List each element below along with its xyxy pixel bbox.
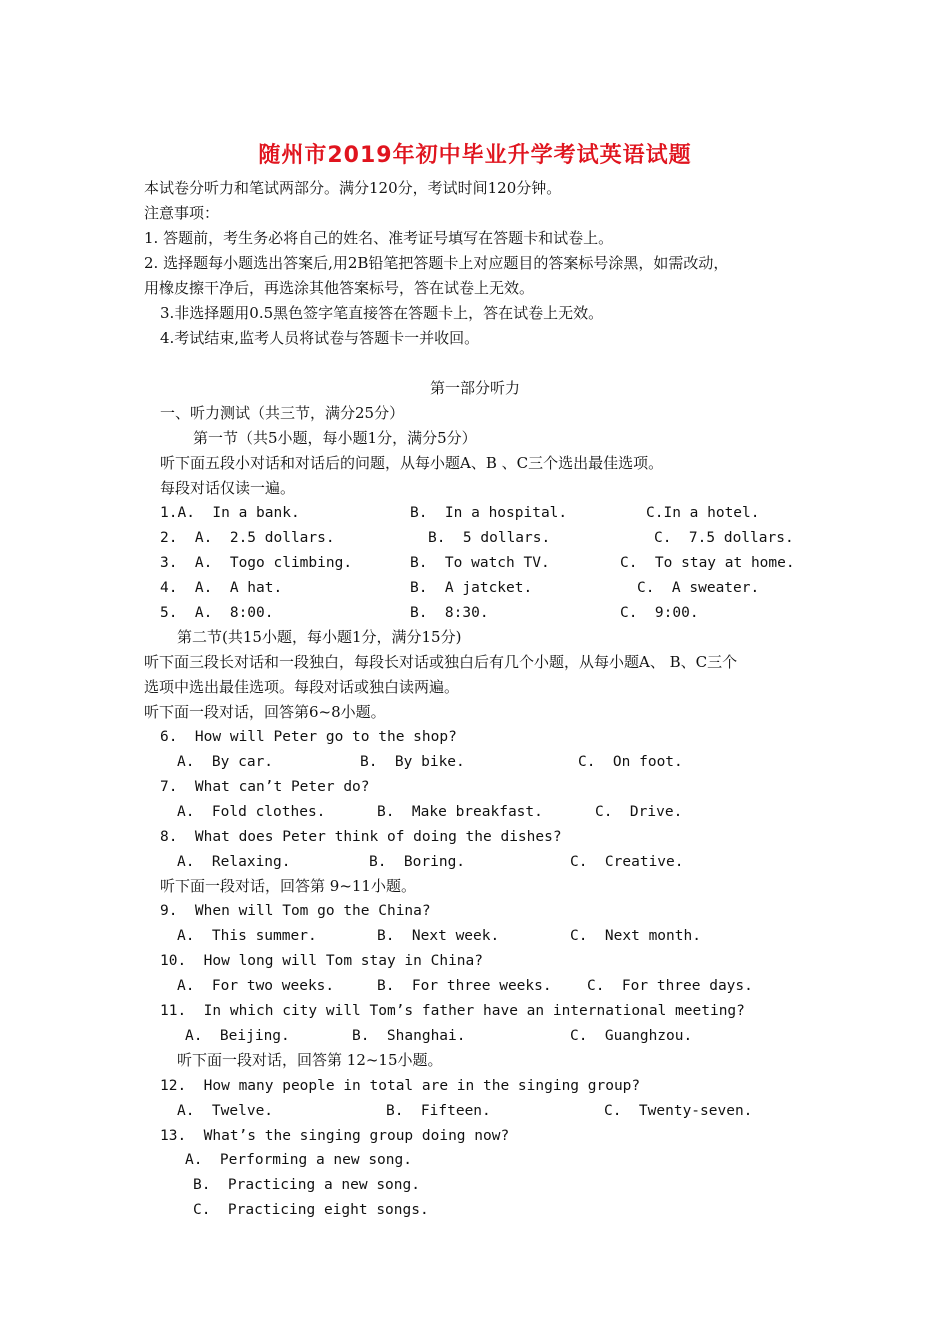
q2-option-c: C. 7.5 dollars. <box>654 530 794 546</box>
subsection-two-instruction-2: 选项中选出最佳选项。每段对话或独白读两遍。 <box>144 678 460 696</box>
q10-option-b: B. For three weeks. <box>377 978 552 994</box>
dialog-three-instruction: 听下面一段对话，回答第 12~15小题。 <box>177 1051 443 1069</box>
q11-stem: 11. In which city will Tom’s father have an international meeting? <box>160 1003 745 1019</box>
q5-option-c: C. 9:00. <box>620 605 699 621</box>
notice-item-2-cont: 用橡皮擦干净后，再选涂其他答案标号，答在试卷上无效。 <box>144 279 535 297</box>
q9-stem: 9. When will Tom go the China? <box>160 903 431 919</box>
exam-title: 随州市2019年初中毕业升学考试英语试题 <box>258 143 692 168</box>
q13-option-c: C. Practicing eight songs. <box>193 1202 429 1218</box>
q13-option-a: A. Performing a new song. <box>185 1152 412 1168</box>
q2-option-a: 2. A. 2.5 dollars. <box>160 530 335 546</box>
q3-option-a: 3. A. Togo climbing. <box>160 555 353 571</box>
q7-option-a: A. Fold clothes. <box>177 804 326 820</box>
q4-option-c: C. A sweater. <box>637 580 760 596</box>
q4-option-b: B. A jatcket. <box>410 580 533 596</box>
q10-stem: 10. How long will Tom stay in China? <box>160 953 484 969</box>
subsection-two-heading: 第二节(共15小题，每小题1分，满分15分) <box>177 628 462 646</box>
notice-item-2: 2. 选择题每小题选出答案后,用2B铅笔把答题卡上对应题目的答案标号涂黑，如需改动， <box>144 254 729 272</box>
q8-option-c: C. Creative. <box>570 854 684 870</box>
q12-option-c: C. Twenty-seven. <box>604 1103 753 1119</box>
section-one-heading: 一、听力测试（共三节，满分25分） <box>160 404 405 422</box>
q7-stem: 7. What can’t Peter do? <box>160 779 370 795</box>
notice-item-3: 3.非选择题用0.5黑色签字笔直接答在答题卡上，答在试卷上无效。 <box>160 304 604 322</box>
notice-item-1: 1. 答题前，考生务必将自己的姓名、准考证号填写在答题卡和试卷上。 <box>144 229 614 247</box>
subsection-one-instruction-2: 每段对话仅读一遍。 <box>160 479 296 497</box>
notice-heading: 注意事项： <box>144 204 220 222</box>
q6-stem: 6. How will Peter go to the shop? <box>160 729 457 745</box>
q10-option-c: C. For three days. <box>587 978 753 994</box>
q12-option-b: B. Fifteen. <box>386 1103 491 1119</box>
q10-option-a: A. For two weeks. <box>177 978 335 994</box>
q2-option-b: B. 5 dollars. <box>428 530 551 546</box>
q11-option-a: A. Beijing. <box>185 1028 290 1044</box>
q7-option-b: B. Make breakfast. <box>377 804 543 820</box>
q1-option-a: 1.A. In a bank. <box>160 505 300 521</box>
q5-option-a: 5. A. 8:00. <box>160 605 274 621</box>
subsection-one-instruction: 听下面五段小对话和对话后的问题，从每小题A、B 、C三个选出最佳选项。 <box>160 454 664 472</box>
q5-option-b: B. 8:30. <box>410 605 489 621</box>
q1-option-b: B. In a hospital. <box>410 505 568 521</box>
subsection-two-instruction: 听下面三段长对话和一段独白，每段长对话或独白后有几个小题，从每小题A、 B、C三个 <box>144 653 738 671</box>
q12-option-a: A. Twelve. <box>177 1103 274 1119</box>
q4-option-a: 4. A. A hat. <box>160 580 283 596</box>
q3-option-c: C. To stay at home. <box>620 555 795 571</box>
q9-option-c: C. Next month. <box>570 928 701 944</box>
part-one-heading: 第一部分听力 <box>429 379 520 397</box>
q3-option-b: B. To watch TV. <box>410 555 550 571</box>
q8-option-b: B. Boring. <box>369 854 466 870</box>
notice-item-4: 4.考试结束,监考人员将试卷与答题卡一并收回。 <box>160 329 480 347</box>
q13-option-b: B. Practicing a new song. <box>193 1177 420 1193</box>
q8-stem: 8. What does Peter think of doing the dishes? <box>160 829 562 845</box>
q8-option-a: A. Relaxing. <box>177 854 291 870</box>
dialog-one-instruction: 听下面一段对话，回答第6~8小题。 <box>144 703 386 721</box>
q9-option-b: B. Next week. <box>377 928 500 944</box>
subsection-one-heading: 第一节（共5小题，每小题1分，满分5分） <box>193 429 477 447</box>
q7-option-c: C. Drive. <box>595 804 683 820</box>
q13-stem: 13. What’s the singing group doing now? <box>160 1128 510 1144</box>
q6-option-a: A. By car. <box>177 754 274 770</box>
q6-option-b: B. By bike. <box>360 754 465 770</box>
q6-option-c: C. On foot. <box>578 754 683 770</box>
exam-intro: 本试卷分听力和笔试两部分。满分120分，考试时间120分钟。 <box>144 179 562 197</box>
q1-option-c: C.In a hotel. <box>646 505 760 521</box>
q11-option-b: B. Shanghai. <box>352 1028 466 1044</box>
q11-option-c: C. Guanghzou. <box>570 1028 693 1044</box>
dialog-two-instruction: 听下面一段对话，回答第 9~11小题。 <box>160 877 416 895</box>
q12-stem: 12. How many people in total are in the singing group? <box>160 1078 641 1094</box>
q9-option-a: A. This summer. <box>177 928 317 944</box>
